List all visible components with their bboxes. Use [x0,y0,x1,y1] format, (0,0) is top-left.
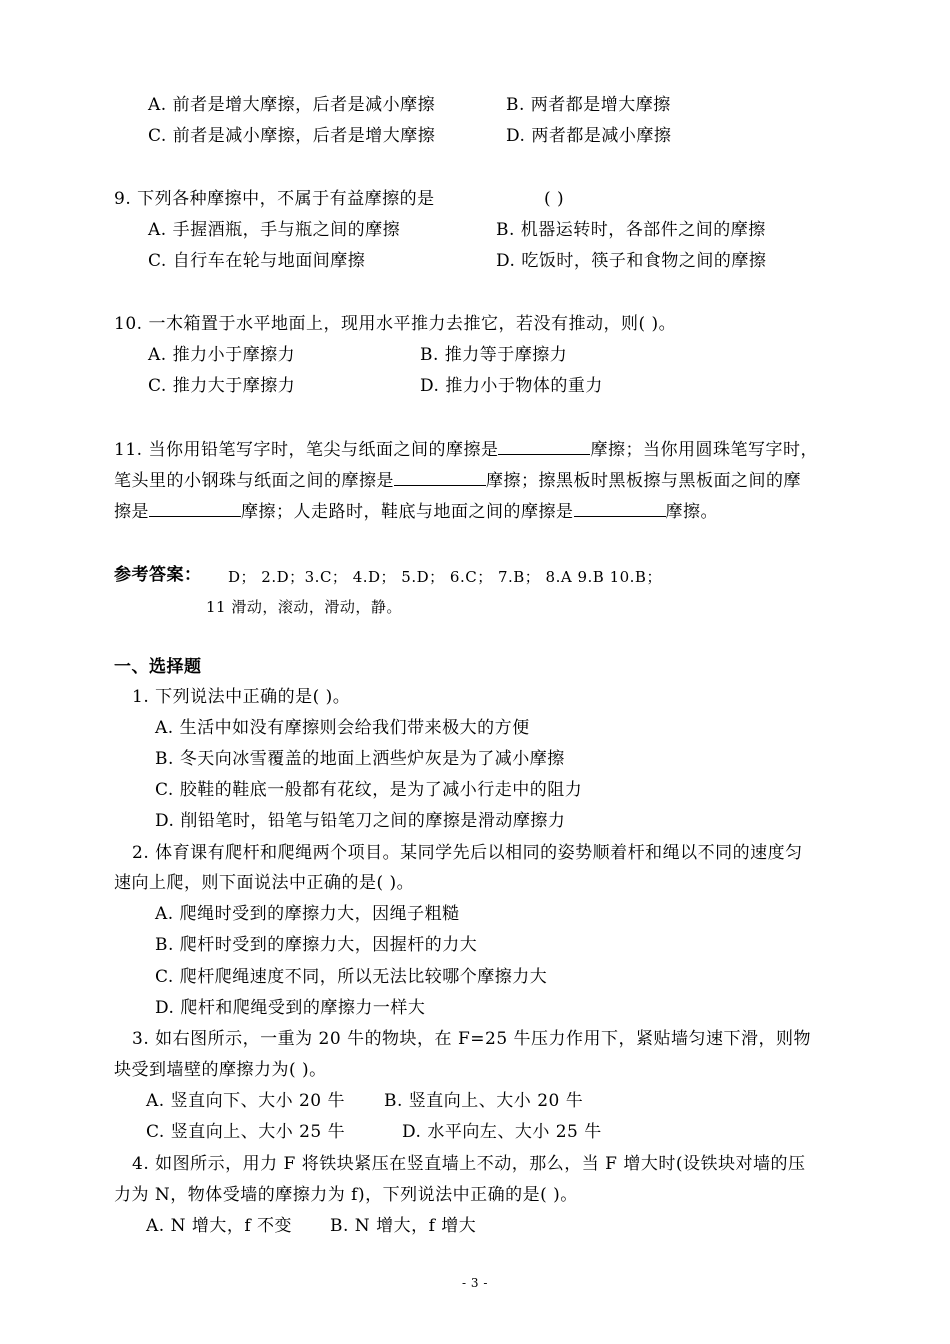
q9-option-c: C. 自行车在轮与地面间摩擦 [148,251,366,271]
q11-text-2a: 笔头里的小钢珠与纸面之间的摩擦是 [114,471,394,491]
page-number: - 3 - [462,1276,488,1290]
s1-q4-line-1: 4. 如图所示，用力 F 将铁块紧压在竖直墙上不动，那么，当 F 增大时(设铁块对墙的压 [132,1154,806,1174]
q11-text-3a: 擦是 [114,502,149,522]
q11-blank-3[interactable] [149,500,241,517]
s1-q4-option-b: B. N 增大，f 增大 [330,1216,477,1236]
q11-blank-1[interactable] [498,438,590,455]
q9-option-d: D. 吃饭时，筷子和食物之间的摩擦 [496,251,767,271]
q11-text-1b: 摩擦；当你用圆珠笔写字时， [590,440,818,460]
q9-option-b: B. 机器运转时，各部件之间的摩擦 [496,220,766,240]
answers-line-2: 11 滑动，滚动，滑动，静。 [206,598,402,616]
q11-line-2 [114,469,801,492]
s1-q2-option-b: B. 爬杆时受到的摩擦力大，因握杆的力大 [155,935,478,955]
q11-line-1 [114,438,818,461]
q8-option-b: B. 两者都是增大摩擦 [506,95,671,115]
q10-option-c: C. 推力大于摩擦力 [148,376,296,396]
s1-q1-option-c: C. 胶鞋的鞋底一般都有花纹，是为了减小行走中的阻力 [155,780,583,800]
q9-option-a: A. 手握酒瓶，手与瓶之间的摩擦 [148,220,401,240]
q11-blank-2[interactable] [394,469,486,486]
q11-text-3b: 摩擦；人走路时，鞋底与地面之间的摩擦是 [241,502,574,522]
q10-option-a: A. 推力小于摩擦力 [148,345,296,365]
answers-label: 参考答案： [114,565,202,585]
s1-q2-option-a: A. 爬绳时受到的摩擦力大，因绳子粗糙 [155,904,460,924]
q10-option-b: B. 推力等于摩擦力 [420,345,568,365]
s1-q3-option-a: A. 竖直向下、大小 20 牛 [146,1091,346,1111]
s1-q4-line-2: 力为 N，物体受墙的摩擦力为 f)，下列说法中正确的是( )。 [114,1185,578,1205]
q11-text-1a: 11. 当你用铅笔写字时，笔尖与纸面之间的摩擦是 [114,440,499,460]
s1-q1-option-b: B. 冬天向冰雪覆盖的地面上洒些炉灰是为了减小摩擦 [155,749,565,769]
s1-q2-line-2: 速向上爬，则下面说法中正确的是( )。 [114,873,415,893]
s1-q2-option-c: C. 爬杆爬绳速度不同，所以无法比较哪个摩擦力大 [155,967,548,987]
q9-answer-paren: ( ) [544,189,565,209]
s1-q1-stem: 1. 下列说法中正确的是( )。 [132,687,351,707]
q11-text-3c: 摩擦。 [665,502,718,522]
q8-option-a: A. 前者是增大摩擦，后者是减小摩擦 [148,95,436,115]
q9-stem: 9. 下列各种摩擦中，不属于有益摩擦的是 [114,189,435,209]
s1-q1-option-d: D. 削铅笔时，铅笔与铅笔刀之间的摩擦是滑动摩擦力 [155,811,566,831]
q8-option-c: C. 前者是减小摩擦，后者是增大摩擦 [148,126,436,146]
answers-line-1: D； 2.D；3.C； 4.D； 5.D； 6.C； 7.B； 8.A 9.B 10.B； [228,568,662,586]
s1-q3-option-b: B. 竖直向上、大小 20 牛 [384,1091,584,1111]
s1-q1-option-a: A. 生活中如没有摩擦则会给我们带来极大的方便 [155,718,530,738]
s1-q3-option-d: D. 水平向左、大小 25 牛 [402,1122,602,1142]
section-title: 一、选择题 [114,657,202,677]
s1-q3-line-2: 块受到墙壁的摩擦力为( )。 [114,1060,327,1080]
s1-q3-line-1: 3. 如右图所示，一重为 20 牛的物块，在 F=25 牛压力作用下，紧贴墙匀速下滑，则物 [132,1029,812,1049]
s1-q3-option-c: C. 竖直向上、大小 25 牛 [146,1122,346,1142]
q8-option-d: D. 两者都是减小摩擦 [506,126,672,146]
q10-stem: 10. 一木箱置于水平地面上，现用水平推力去推它，若没有推动，则( )。 [114,314,677,334]
q10-option-d: D. 推力小于物体的重力 [420,376,603,396]
q11-blank-4[interactable] [574,500,666,517]
q11-line-3 [114,500,718,523]
s1-q2-option-d: D. 爬杆和爬绳受到的摩擦力一样大 [155,998,426,1018]
s1-q4-option-a: A. N 增大，f 不变 [146,1216,293,1236]
q11-text-2b: 摩擦；擦黑板时黑板擦与黑板面之间的摩 [486,471,801,491]
s1-q2-line-1: 2. 体育课有爬杆和爬绳两个项目。某同学先后以相同的姿势顺着杆和绳以不同的速度匀 [132,843,803,863]
